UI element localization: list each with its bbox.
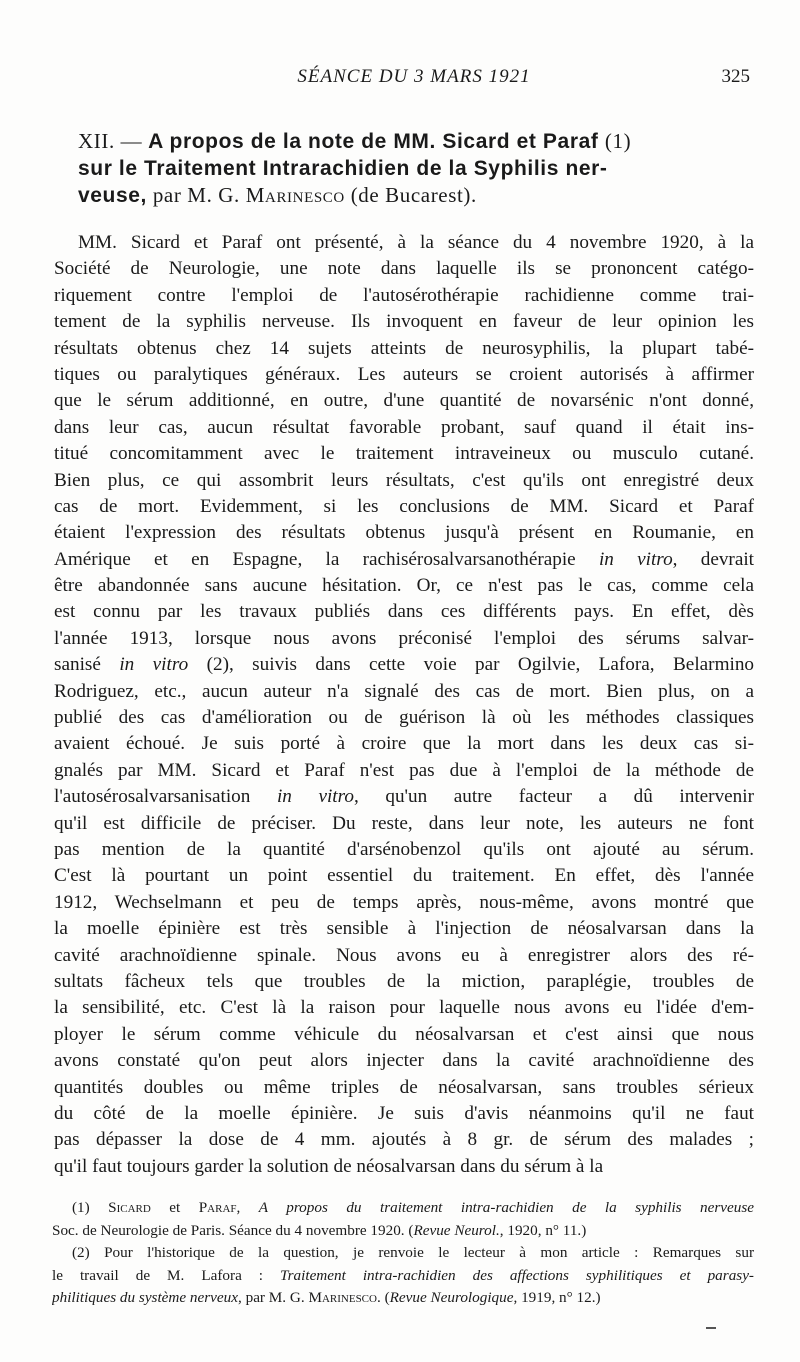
body-text-run: , devrait <box>672 548 754 570</box>
body-line <box>54 758 754 784</box>
body-text-run: cavité arachnoïdienne spinale. Nous avons eu à enregistrer alors des ré- <box>54 944 754 966</box>
footnote-italic: philitiques du système nerveux <box>52 1289 238 1306</box>
body-line <box>54 1022 754 1048</box>
body-text-run: l'année 1913, lorsque nous avons préconisé l'emploi des sérums salvar- <box>54 627 754 649</box>
body-text-run: sultats fâcheux tels que troubles de la miction, paraplégie, troubles de <box>54 970 754 992</box>
body-line <box>54 547 754 573</box>
footnote-line <box>52 1287 754 1310</box>
body-line <box>54 1075 754 1101</box>
body-line <box>54 916 754 942</box>
body-line <box>54 1154 754 1180</box>
body-text-run: tement de la syphilis nerveuse. Ils invoquent en faveur de leur opinion les <box>54 311 754 333</box>
footnote-text: et <box>150 1199 199 1216</box>
byline-place: (de Bucarest). <box>344 183 477 207</box>
italic-phrase: in vitro <box>598 548 673 570</box>
body-text-run: Société de Neurologie, une note dans laquelle ils se prononcent catégo- <box>54 258 754 280</box>
footnote-text: , 1919, n° 12.) <box>513 1289 601 1306</box>
body-line <box>54 652 754 678</box>
title-line-3: veuse, <box>78 184 147 207</box>
body-line <box>54 705 754 731</box>
body-text-run: avaient échoué. Je suis porté à croire que la mort dans les deux cas si- <box>54 733 754 755</box>
body-line <box>54 995 754 1021</box>
running-title: SÉANCE DU 3 MARS 1921 <box>297 66 531 87</box>
body-line <box>54 969 754 995</box>
body-line <box>54 1048 754 1074</box>
body-line <box>54 309 754 335</box>
body-text-run: pas dépasser la dose de 4 mm. ajoutés à 8 gr. de sérum des malades ; <box>54 1129 754 1151</box>
footnote-line <box>52 1220 754 1243</box>
body-line <box>54 494 754 520</box>
body-text-run: publié des cas d'amélioration ou de guérison là où les méthodes classiques <box>54 707 754 729</box>
body-text-run: avons constaté qu'on peut alors injecter dans la cavité arachnoïdienne des <box>54 1050 754 1072</box>
footnote-text: le travail de M. Lafora : <box>52 1266 281 1284</box>
title-line-2: sur le Traitement Intrarachidien de la Syphilis ner- <box>78 157 608 180</box>
footnotes <box>52 1197 754 1310</box>
body-text-run: C'est là pourtant un point essentiel du traitement. En effet, dès l'année <box>54 865 754 887</box>
footnote-line <box>52 1197 754 1220</box>
body-text-run: titué concomitamment avec le traitement intraveineux ou musculo cutané. <box>54 443 754 465</box>
body-text-run: la sensibilité, etc. C'est là la raison pour laquelle nous avons eu l'idée d'em- <box>54 997 754 1019</box>
body-text-run: 1912, Wechselmann et peu de temps après, nous-même, avons montré que <box>54 891 754 913</box>
footnote-line <box>52 1242 754 1265</box>
footnote-italic: Revue Neurologique <box>389 1289 514 1306</box>
footnote-author: Paraf <box>198 1199 237 1216</box>
body-line <box>54 1127 754 1153</box>
body-text-run: gnalés par MM. Sicard et Paraf n'est pas due à l'emploi de la méthode de <box>54 759 754 781</box>
body-line <box>54 731 754 757</box>
body-text-run: être abandonnée sans aucune hésitation. Or, ce n'est pas le cas, comme cela <box>54 575 754 597</box>
footnote-text: , 1920, n° 11.) <box>499 1221 587 1239</box>
title-dash: — <box>114 129 149 153</box>
body-line <box>54 811 754 837</box>
italic-phrase: in vitro <box>276 786 354 808</box>
body-text-run: tiques ou paralytiques généraux. Les auteurs se croient autorisés à affirmer <box>54 363 754 385</box>
body-line <box>54 599 754 625</box>
footnote-italic: A propos du traitement intra-rachidien de la syphilis nerveuse <box>258 1199 754 1216</box>
body-text-run: ployer le sérum comme véhicule du néosalvarsan et c'est ainsi que nous <box>54 1023 754 1045</box>
page-number: 325 <box>721 66 750 87</box>
body-line <box>54 388 754 414</box>
body-text-run: que le sérum additionné, en outre, d'une quantité de novarsénic n'ont donné, <box>54 390 754 412</box>
body-line <box>54 362 754 388</box>
body-text-run: la moelle épinière est très sensible à l'injection de néosalvarsan dans la <box>54 918 754 940</box>
body-text-run: qu'il est difficile de préciser. Du reste, dans leur note, les auteurs ne font <box>54 812 754 834</box>
body-text-run: étaient l'expression des résultats obtenus jusqu'à présent en Roumanie, en <box>54 522 754 544</box>
body-line <box>54 890 754 916</box>
body-line <box>54 256 754 282</box>
body-text-run: cas de mort. Evidemment, si les conclusions de MM. Sicard et Paraf <box>54 495 754 517</box>
title-line-1: A propos de la note de MM. Sicard et Paraf <box>148 130 605 153</box>
byline-par: par M. G. <box>146 183 246 207</box>
footnote-number: (1) <box>72 1199 109 1216</box>
body-text-run: , qu'un autre facteur a dû intervenir <box>353 786 754 808</box>
footnote-line <box>52 1265 754 1288</box>
body-text-run: quantités doubles ou même triples de néosalvarsan, sans troubles sérieux <box>54 1076 754 1098</box>
italic-phrase: in vitro <box>119 654 189 676</box>
footnote-author: Marinesco <box>308 1289 377 1306</box>
footnote-text: . ( <box>376 1289 390 1306</box>
body-line <box>54 415 754 441</box>
article-title <box>78 128 750 209</box>
running-head <box>78 62 750 92</box>
byline-author: Marinesco <box>245 183 345 207</box>
footnote-text: , par M. G. <box>238 1289 309 1306</box>
body-text-run: Bien plus, ce qui assombrit leurs résultats, c'est qu'ils ont enregistré deux <box>54 469 754 491</box>
body-line <box>54 784 754 810</box>
footnote-text: Soc. de Neurologie de Paris. Séance du 4 novembre 1920. ( <box>52 1221 414 1239</box>
body-text-run: pas mention de la quantité d'arsénobenzol qu'ils ont ajouté au sérum. <box>54 838 754 860</box>
body-line <box>54 336 754 362</box>
title-footnote-ref: (1) <box>604 129 632 153</box>
body-text-run: du côté de la moelle épinière. Je suis d'avis néanmoins qu'il ne faut <box>54 1102 754 1124</box>
body-line <box>54 1101 754 1127</box>
body-line <box>54 441 754 467</box>
body-line <box>54 679 754 705</box>
body-text-run: MM. Sicard et Paraf ont présenté, à la séance du 4 novembre 1920, à la <box>78 232 754 253</box>
body-line <box>54 573 754 599</box>
footnote-text: , <box>236 1199 259 1216</box>
body-text-run: (2), suivis dans cette voie par Ogilvie, Lafora, Belarmino <box>188 654 754 676</box>
body-text-run: dans leur cas, aucun résultat favorable probant, sauf quand il était ins- <box>54 416 754 438</box>
footnote-italic: Traitement intra-rachidien des affections syphilitiques et parasy- <box>280 1266 754 1284</box>
body-line <box>54 283 754 309</box>
footnote-text: (2) Pour l'historique de la question, je renvoie le lecteur à mon article : Remarques sur <box>72 1244 754 1261</box>
body-text-run: qu'il faut toujours garder la solution de néosalvarsan dans du sérum à la <box>54 1155 604 1177</box>
body-text-run: sanisé <box>54 654 120 676</box>
footnote-italic: Revue Neurol. <box>413 1221 500 1239</box>
body-text-run: est connu par les travaux publiés dans ces différents pays. En effet, dès <box>54 601 754 623</box>
body-line <box>54 468 754 494</box>
body-text-run: Rodriguez, etc., aucun auteur n'a signalé des cas de mort. Bien plus, on a <box>54 680 754 702</box>
body-line <box>54 943 754 969</box>
body-text-run: riquement contre l'emploi de l'autosérothérapie rachidienne comme trai- <box>54 284 754 306</box>
body-line <box>54 837 754 863</box>
footnote-author: Sicard <box>108 1199 151 1216</box>
body-line <box>54 520 754 546</box>
body-text-run: l'autosérosalvarsanisation <box>54 786 277 808</box>
body-text-run: résultats obtenus chez 14 sujets atteints de neurosyphilis, la plupart tabé- <box>54 337 754 359</box>
body-line <box>54 863 754 889</box>
body-text-run: Amérique et en Espagne, la rachisérosalvarsanothérapie <box>54 548 599 570</box>
article-body <box>54 230 754 1180</box>
body-line <box>54 626 754 652</box>
body-line <box>54 230 754 256</box>
article-number: XII. <box>78 129 115 153</box>
print-speck <box>706 1327 716 1329</box>
